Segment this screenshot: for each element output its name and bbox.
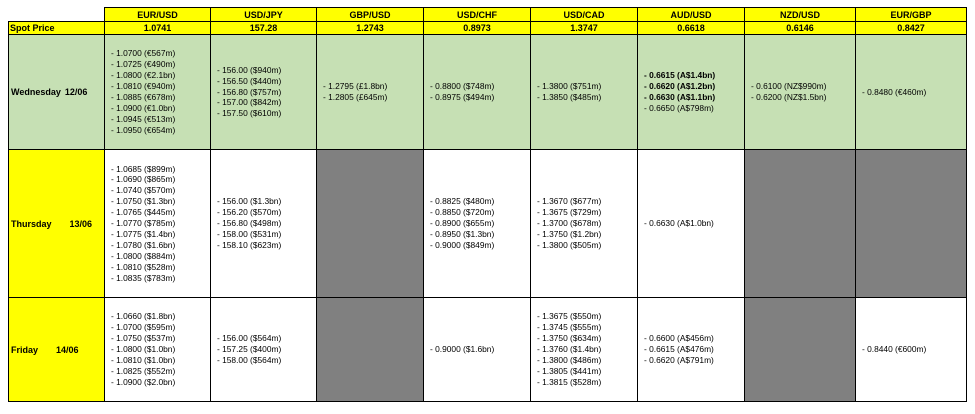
expiry-line: - 1.0770 ($785m) xyxy=(111,218,176,229)
expiry-line: - 1.2795 (£1.8bn) xyxy=(323,81,388,92)
expiry-line: - 1.3750 ($634m) xyxy=(537,333,602,344)
expiry-line: - 0.6620 (A$791m) xyxy=(644,354,714,365)
expiry-cell-eurgbp xyxy=(856,150,967,298)
expiry-line: - 0.6630 (A$1.1bn) xyxy=(644,92,716,102)
expiry-line: - 1.0825 ($552m) xyxy=(111,365,176,376)
expiry-line: - 0.8850 ($720m) xyxy=(430,207,495,218)
spot-nzdusd: 0.6146 xyxy=(745,22,856,35)
expiry-line: - 1.3800 ($486m) xyxy=(537,354,602,365)
expiry-line: - 158.00 ($564m) xyxy=(217,354,282,365)
expiry-line: - 1.0800 (€2.1bn) xyxy=(111,70,176,81)
expiry-line: - 1.0740 ($570m) xyxy=(111,185,176,196)
expiry-line: - 156.20 ($570m) xyxy=(217,207,282,218)
expiry-line: - 1.0810 (€940m) xyxy=(111,81,176,92)
expiry-line: - 1.3850 ($485m) xyxy=(537,92,602,102)
expiry-line: - 156.80 ($498m) xyxy=(217,218,282,229)
expiry-cell-usdjpy xyxy=(211,298,317,402)
expiry-line: - 1.3675 ($550m) xyxy=(537,311,602,322)
spot-audusd: 0.6618 xyxy=(638,22,745,35)
expiry-line: - 0.8800 ($748m) xyxy=(430,81,495,92)
expiry-line: - 158.10 ($623m) xyxy=(217,239,282,250)
expiry-line: - 1.0685 ($899m) xyxy=(111,163,176,174)
spot-price-row xyxy=(9,22,967,35)
expiry-cell-nzdusd xyxy=(745,35,856,150)
expiry-line: - 1.3760 ($1.4bn) xyxy=(537,344,602,355)
expiry-cell-usdchf xyxy=(424,35,531,150)
expiry-line: - 0.9000 ($849m) xyxy=(430,239,495,250)
row-friday xyxy=(9,298,967,402)
expiry-line: - 0.9000 ($1.6bn) xyxy=(430,344,495,355)
expiry-line: - 1.0800 ($884m) xyxy=(111,250,176,261)
expiry-line: - 156.80 ($757m) xyxy=(217,86,282,97)
spot-gbpusd: 1.2743 xyxy=(317,22,424,35)
expiry-line: - 1.3800 ($505m) xyxy=(537,239,602,250)
expiry-line: - 156.00 ($1.3bn) xyxy=(217,196,282,207)
expiry-cell-eurgbp xyxy=(856,35,967,150)
expiry-line: - 1.0750 ($537m) xyxy=(111,333,176,344)
day-label xyxy=(9,35,105,150)
spot-usdcad: 1.3747 xyxy=(531,22,638,35)
day-date: 13/06 xyxy=(69,218,93,229)
expiry-line: - 0.6615 (A$1.4bn) xyxy=(644,70,716,81)
expiry-line: - 0.6100 (NZ$990m) xyxy=(751,81,827,92)
expiry-line: - 0.6200 (NZ$1.5bn) xyxy=(751,92,827,102)
expiry-cell-usdchf xyxy=(424,150,531,298)
header-usdchf: USD/CHF xyxy=(424,8,531,22)
expiry-line: - 0.6620 (A$1.2bn) xyxy=(644,81,716,92)
expiry-cell-nzdusd xyxy=(745,298,856,402)
expiry-cell-nzdusd xyxy=(745,150,856,298)
expiry-line: - 1.0765 ($445m) xyxy=(111,207,176,218)
expiry-line: - 1.3800 ($751m) xyxy=(537,81,602,92)
expiry-line: - 1.0780 ($1.6bn) xyxy=(111,239,176,250)
header-gbpusd: GBP/USD xyxy=(317,8,424,22)
day-label xyxy=(9,298,105,402)
header-audusd: AUD/USD xyxy=(638,8,745,22)
expiry-line: - 1.0885 (€678m) xyxy=(111,92,176,102)
expiry-line: - 156.00 ($940m) xyxy=(217,64,282,75)
header-corner xyxy=(9,8,105,22)
expiry-line: - 0.8950 ($1.3bn) xyxy=(430,228,495,239)
expiry-line: - 157.25 ($400m) xyxy=(217,344,282,355)
expiry-line: - 1.3700 ($678m) xyxy=(537,218,602,229)
fx-option-expiries-table xyxy=(8,7,967,402)
expiry-cell-audusd xyxy=(638,150,745,298)
expiry-line: - 1.0810 ($1.0bn) xyxy=(111,354,176,365)
expiry-line: - 157.00 ($842m) xyxy=(217,97,282,108)
spot-price-label: Spot Price xyxy=(9,22,105,35)
day-name: Thursday xyxy=(11,218,52,229)
expiry-line: - 1.3745 ($555m) xyxy=(537,322,602,333)
expiry-line: - 1.3815 ($528m) xyxy=(537,376,602,387)
expiry-cell-gbpusd xyxy=(317,35,424,150)
expiry-cell-usdjpy xyxy=(211,150,317,298)
expiry-line: - 1.0700 (€567m) xyxy=(111,48,176,59)
row-wednesday xyxy=(9,35,967,150)
day-name: Wednesday xyxy=(11,87,61,97)
spot-eurgbp: 0.8427 xyxy=(856,22,967,35)
expiry-line: - 158.00 ($531m) xyxy=(217,228,282,239)
expiry-line: - 0.6615 (A$476m) xyxy=(644,344,714,355)
expiry-cell-usdcad xyxy=(531,150,638,298)
expiry-line: - 1.0700 ($595m) xyxy=(111,322,176,333)
expiry-cell-audusd xyxy=(638,35,745,150)
spot-usdchf: 0.8973 xyxy=(424,22,531,35)
expiry-line: - 1.0725 (€490m) xyxy=(111,59,176,70)
expiry-line: - 0.8975 ($494m) xyxy=(430,92,495,102)
day-date: 14/06 xyxy=(56,344,79,355)
expiry-line: - 0.6650 (A$798m) xyxy=(644,102,714,113)
expiry-line: - 1.0800 ($1.0bn) xyxy=(111,344,176,355)
expiry-line: - 157.50 ($610m) xyxy=(217,108,282,119)
expiry-line: - 1.0945 (€513m) xyxy=(111,113,176,124)
spot-eurusd: 1.0741 xyxy=(105,22,211,35)
expiry-line: - 0.8480 (€460m) xyxy=(862,86,927,97)
expiry-cell-audusd xyxy=(638,298,745,402)
expiry-line: - 1.0900 ($2.0bn) xyxy=(111,376,176,387)
expiry-cell-eurusd xyxy=(105,150,211,298)
header-eurusd: EUR/USD xyxy=(105,8,211,22)
day-date: 12/06 xyxy=(64,87,88,97)
expiry-line: - 1.0775 ($1.4bn) xyxy=(111,228,176,239)
expiry-cell-gbpusd xyxy=(317,150,424,298)
expiry-line: - 0.8900 ($655m) xyxy=(430,218,495,229)
expiry-cell-usdjpy xyxy=(211,35,317,150)
expiry-cell-usdcad xyxy=(531,298,638,402)
expiry-line: - 156.00 ($564m) xyxy=(217,333,282,344)
expiry-line: - 1.2805 (£645m) xyxy=(323,92,388,102)
expiry-line: - 1.0660 ($1.8bn) xyxy=(111,311,176,322)
header-nzdusd: NZD/USD xyxy=(745,8,856,22)
spot-usdjpy: 157.28 xyxy=(211,22,317,35)
expiry-cell-usdchf xyxy=(424,298,531,402)
expiry-line: - 1.3670 ($677m) xyxy=(537,196,602,207)
header-usdcad: USD/CAD xyxy=(531,8,638,22)
expiry-line: - 1.0690 ($865m) xyxy=(111,174,176,185)
expiry-line: - 0.6630 (A$1.0bn) xyxy=(644,218,714,229)
expiry-line: - 1.0900 (€1.0bn) xyxy=(111,102,176,113)
expiry-cell-eurusd xyxy=(105,35,211,150)
expiry-line: - 0.8440 (€600m) xyxy=(862,344,927,355)
expiry-cell-usdcad xyxy=(531,35,638,150)
expiry-line: - 1.3750 ($1.2bn) xyxy=(537,228,602,239)
expiry-line: - 1.3805 ($441m) xyxy=(537,365,602,376)
header-row xyxy=(9,8,967,22)
header-eurgbp: EUR/GBP xyxy=(856,8,967,22)
expiry-cell-eurusd xyxy=(105,298,211,402)
expiry-line: - 0.8825 ($480m) xyxy=(430,196,495,207)
expiry-line: - 156.50 ($440m) xyxy=(217,75,282,86)
row-thursday xyxy=(9,150,967,298)
day-label xyxy=(9,150,105,298)
day-name: Friday xyxy=(11,344,39,355)
expiry-line: - 1.0950 (€654m) xyxy=(111,124,176,135)
header-usdjpy: USD/JPY xyxy=(211,8,317,22)
expiry-line: - 1.3675 ($729m) xyxy=(537,207,602,218)
expiry-cell-eurgbp xyxy=(856,298,967,402)
expiry-line: - 1.0810 ($528m) xyxy=(111,261,176,272)
expiry-line: - 1.0835 ($783m) xyxy=(111,272,176,283)
expiry-cell-gbpusd xyxy=(317,298,424,402)
expiry-line: - 1.0750 ($1.3bn) xyxy=(111,196,176,207)
expiry-line: - 0.6600 (A$456m) xyxy=(644,333,714,344)
